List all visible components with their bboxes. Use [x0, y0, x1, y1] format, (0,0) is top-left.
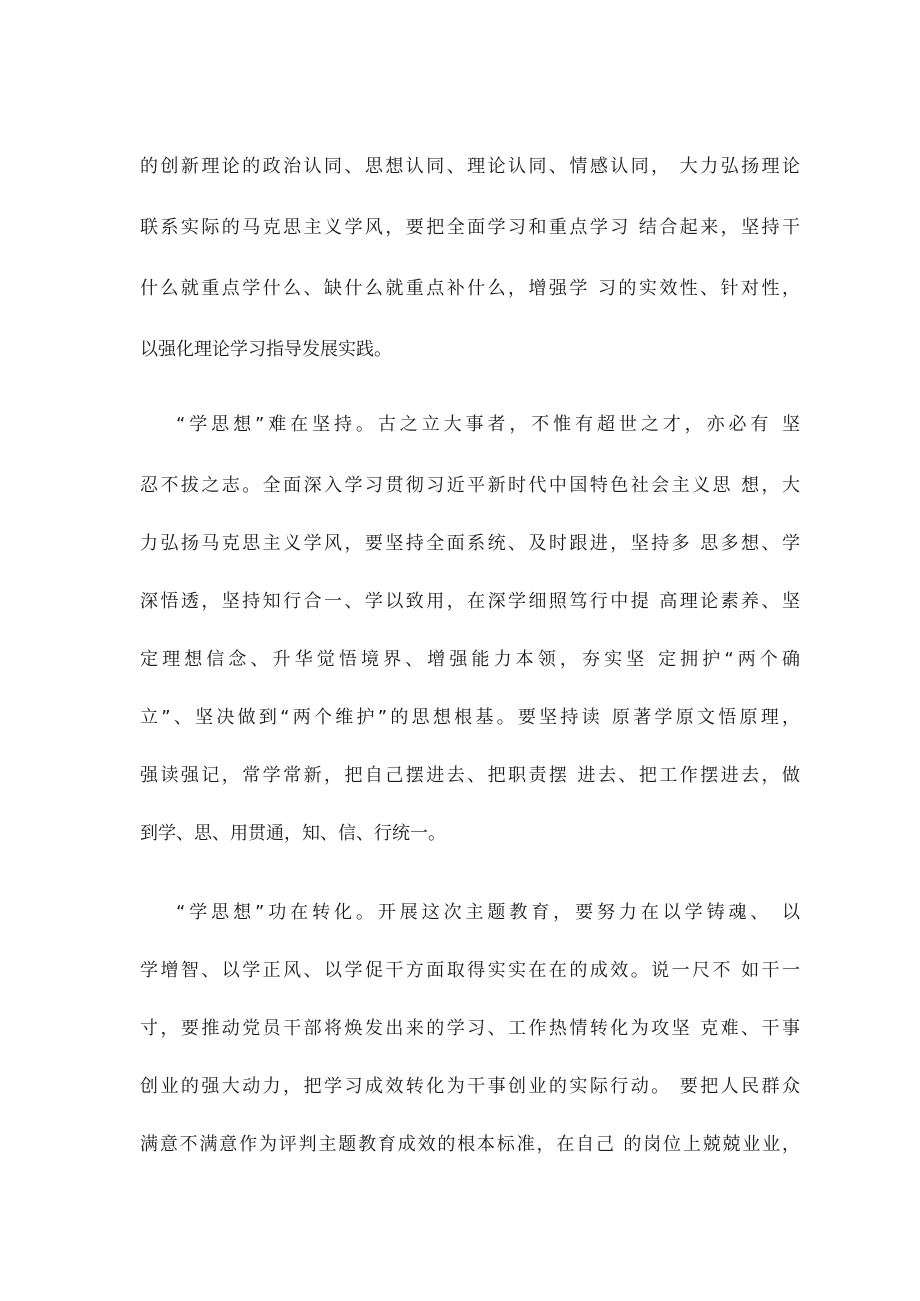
text-line: 联系实际的马克思主义学风，要把全面学习和重点学习 结合起来，坚持干	[140, 217, 800, 238]
text-line: 学增智、以学正风、以学促干方面取得实实在在的成效。说一尺不 如干一	[140, 960, 800, 981]
text-line: 创业的强大动力，把学习成效转化为干事创业的实际行动。 要把人民群众	[140, 1076, 800, 1097]
text-line: 深悟透，坚持知行合一、学以致用，在深学细照笃行中提 高理论素养、坚	[140, 591, 800, 612]
text-line: 以强化理论学习指导发展实践。	[140, 339, 392, 360]
text-line: 立”、坚决做到“两个维护”的思想根基。要坚持读 原著学原文悟原理，	[140, 707, 800, 728]
text-line: 定理想信念、升华觉悟境界、增强能力本领，夯实坚 定拥护“两个确	[140, 649, 800, 670]
text-line: 什么就重点学什么、缺什么就重点补什么，增强学 习的实效性、针对性，	[140, 278, 800, 299]
text-line: 的创新理论的政治认同、思想认同、理论认同、情感认同， 大力弘扬理论	[140, 156, 800, 177]
text-line: 强读强记，常学常新，把自己摆进去、把职责摆 进去、把工作摆进去，做	[140, 765, 800, 786]
text-line: “学思想”功在转化。开展这次主题教育，要努力在以学铸魂、 以	[176, 902, 800, 923]
text-line: 满意不满意作为评判主题教育成效的根本标准，在自己 的岗位上兢兢业业，	[140, 1134, 800, 1155]
text-line: 到学、思、用贯通，知、信、行统一。	[140, 823, 446, 844]
text-line: 忍不拔之志。全面深入学习贯彻习近平新时代中国特色社会主义思 想，大	[140, 475, 800, 496]
text-line: 寸，要推动党员干部将焕发出来的学习、工作热情转化为攻坚 克难、干事	[140, 1018, 800, 1039]
text-line: “学思想”难在坚持。古之立大事者，不惟有超世之才，亦必有 坚	[176, 414, 800, 435]
text-line: 力弘扬马克思主义学风，要坚持全面系统、及时跟进，坚持多 思多想、学	[140, 533, 800, 554]
